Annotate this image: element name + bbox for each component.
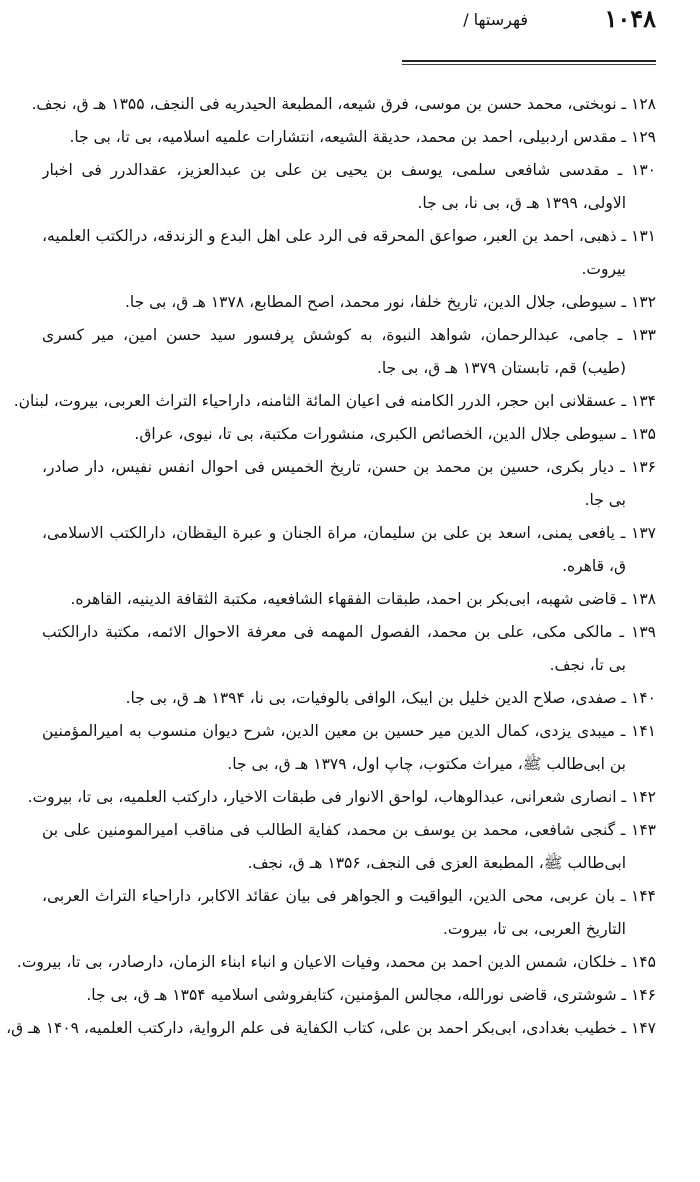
entry-continuation-line: بیروت. [581,260,626,278]
bibliography-list [6,88,656,1045]
entry-first-line: ۱۴۴ ـ بان عربی، محی الدین، الیواقیت و الجواهر فی بیان عقائد الاکابر، داراحیاء التراث العربی، [42,887,656,905]
entry-first-line: ۱۳۹ ـ مالکی مکی، علی بن محمد، الفصول المهمه فی معرفة الاحوال الائمه، مکتبة دارالکتب [42,623,656,641]
bibliography-entry [42,616,656,682]
bibliography-entry [42,715,656,781]
bibliography-entry [16,946,656,979]
bibliography-entry [42,979,656,1012]
entry-continuation-line: بی تا، نجف. [549,656,626,674]
bibliography-entry [13,385,656,418]
entry-continuation-line: ابی‌طالب ﷺ، المطبعة العزی فی النجف، ۱۳۵۶ هـ ق، نجف. [247,854,626,872]
entry-first-line: ۱۳۶ ـ دیار بکری، حسین بن محمد بن حسن، تاریخ الخمیس فی احوال انفس نفیس، دار صادر، [42,458,656,476]
bibliography-entry [42,814,656,880]
entry-first-line: ۱۴۰ ـ صفدی، صلاح الدین خلیل بن ایبک، الوافی بالوفیات، بی نا، ۱۳۹۴ هـ ق، بی جا. [125,689,656,707]
bibliography-entry [42,880,656,946]
entry-first-line: ۱۳۴ ـ عسقلانی ابن حجر، الدرر الکامنه فی اعیان المائة الثامنه، داراحیاء التراث العربی، بیروت، لبنان. [13,392,656,410]
entry-first-line: ۱۳۰ ـ مقدسی شافعی سلمی، یوسف بن یحیی بن علی بن عبدالعزیز، عقدالدرر فی اخبار [42,161,656,179]
bibliography-entry [42,418,656,451]
entry-first-line: ۱۳۲ ـ سیوطی، جلال الدین، تاریخ خلفا، نور محمد، اصح المطابع، ۱۳۷۸ هـ ق، بی جا. [124,293,656,311]
bibliography-entry [42,451,656,517]
bibliography-entry [27,781,656,814]
entry-first-line: ۱۴۱ ـ میبدی یزدی، کمال الدین میر حسین بن معین الدین، شرح دیوان منسوب به امیرالمؤمنین [42,722,656,740]
entry-first-line: ۱۴۷ ـ خطیب بغدادی، ابی‌بکر احمد بن علی، کتاب الکفایة فی علم الروایة، دارکتب العلمیه، ۱۴۰۹ هـ ق، [6,1019,656,1037]
entry-first-line: ۱۳۳ ـ جامی، عبدالرحمان، شواهد النبوة، به کوشش پرفسور سید حسن امین، میر کسری [42,326,656,344]
entry-continuation-line: ق، قاهره. [562,557,626,575]
bibliography-entry [42,286,656,319]
bibliography-entry [31,88,656,121]
entry-first-line: ۱۳۸ ـ قاضی شهبه، ابی‌بکر بن احمد، طبقات الفقهاء الشافعیه، مکتبة الثقافة الدینیه، القاهره. [70,590,656,608]
entry-first-line: ۱۳۵ ـ سیوطی جلال الدین، الخصائص الکبری، منشورات مکتبة، بی تا، نیوی، عراق. [134,425,656,443]
bibliography-entry [42,682,656,715]
bibliography-entry [42,154,656,220]
bibliography-entry [42,121,656,154]
running-title: فهرستها / [463,10,528,29]
entry-first-line: ۱۳۱ ـ ذهبی، احمد بن العبر، صواعق المحرقه فی الرد علی اهل البدع و الزندقه، درالکتب العلمیه، [42,227,656,245]
entry-continuation-line: بن ابی‌طالب ﷺ، میراث مکتوب، چاپ اول، ۱۳۷۹ هـ ق، بی جا. [227,755,626,773]
entry-continuation-line: التاریخ العربی، بی تا، بیروت. [442,920,626,938]
entry-continuation-line: الاولی، ۱۳۹۹ هـ ق، بی نا، بی جا. [417,194,626,212]
bibliography-entry [42,583,656,616]
bibliography-entry [42,517,656,583]
entry-continuation-line: بی جا. [584,491,626,509]
bibliography-entry [42,319,656,385]
entry-continuation-line: (طیب) قم، تابستان ۱۳۷۹ هـ ق، بی جا. [376,359,626,377]
entry-first-line: ۱۴۲ ـ انصاری شعرانی، عبدالوهاب، لواحق الانوار فی طبقات الاخیار، دارکتب العلمیه، بی تا، بیروت. [27,788,656,806]
entry-first-line: ۱۲۸ ـ نوبختی، محمد حسن بن موسی، فرق شیعه، المطبعة الحیدریه فی النجف، ۱۳۵۵ هـ ق، نجف. [31,95,656,113]
page-number: ۱۰۴۸ [604,4,656,33]
header-rule [402,60,656,65]
bibliography-entry [42,220,656,286]
entry-first-line: ۱۴۵ ـ خلکان، شمس الدین احمد بن محمد، وفیات الاعیان و انباء ابناء الزمان، دارصادر، بی تا، بیروت. [16,953,656,971]
entry-first-line: ۱۴۳ ـ گنجی شافعی، محمد بن یوسف بن محمد، کفایة الطالب فی مناقب امیرالمومنین علی بن [42,821,656,839]
bibliography-entry [6,1012,656,1045]
entry-first-line: ۱۴۶ ـ شوشتری، قاضی نورالله، مجالس المؤمنین، کتابفروشی اسلامیه ۱۳۵۴ هـ ق، بی جا. [86,986,656,1004]
entry-first-line: ۱۲۹ ـ مقدس اردبیلی، احمد بن محمد، حدیقة الشیعه، انتشارات علمیه اسلامیه، بی تا، بی جا. [69,128,656,146]
page-header [396,4,656,38]
entry-first-line: ۱۳۷ ـ یافعی یمنی، اسعد بن علی بن سلیمان، مراة الجنان و عبرة الیقظان، دارالکتب الاسلامی، [42,524,656,542]
